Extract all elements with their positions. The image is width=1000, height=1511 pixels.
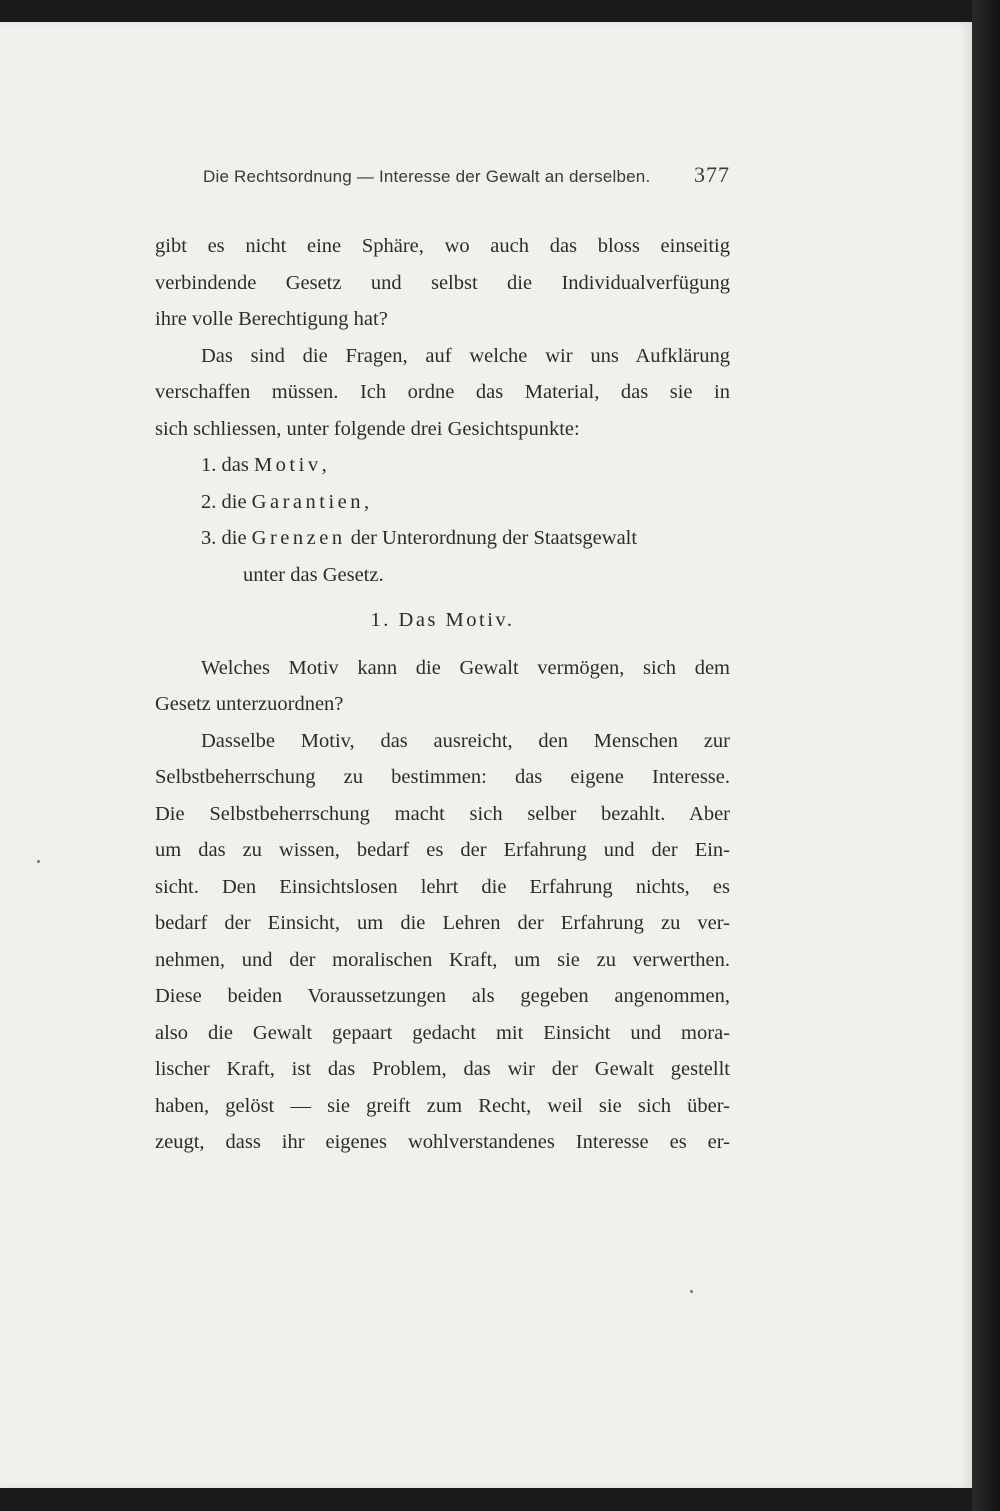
paper-speck [690,1290,693,1293]
text-line: Diese beiden Voraussetzungen als gegeben angenommen, [155,985,730,1007]
running-head: Die Rechtsordnung — Interesse der Gewalt an derselben. [203,167,651,186]
text-line: sicht. Den Einsichtslosen lehrt die Erfahrung nichts, es [155,875,730,898]
list-keyword: Garantien [251,490,364,513]
text-line: lischer Kraft, ist das Problem, das wir der Gewalt gestellt [155,1058,730,1080]
list-item [155,520,730,557]
list-keyword: Motiv [253,454,322,476]
list-item [155,447,730,484]
text-line: Die Selbstbeherrschung macht sich selber bezahlt. Aber [155,802,730,825]
paper-speck [37,860,40,863]
text-line: verschaffen müssen. Ich ordne das Material, das sie in [155,381,730,403]
list-text-pre: die [221,490,252,513]
text-line: Dasselbe Motiv, das ausreicht, den Menschen zur [201,729,730,752]
list-continuation: unter das Gesetz. [243,563,384,586]
text-line: Gesetz unterzuordnen? [155,693,344,715]
list-item [155,484,730,521]
text-line: zeugt, dass ihr eigenes wohlverstandenes Interesse es er- [155,1131,730,1153]
section-title: 1. Das Motiv. [370,609,515,631]
list-number: 3. [201,527,217,549]
list-text-post: der Unterordnung der Staatsgewalt [345,527,638,549]
text-line: Selbstbeherrschung zu bestimmen: das eigene Interesse. [155,766,730,788]
page-header [203,162,730,188]
text-line: verbindende Gesetz und selbst die Individualverfügung [155,271,730,294]
list-text-pre: das [221,454,254,476]
list-keyword: Grenzen [251,527,346,549]
text-line: sich schliessen, unter folgende drei Gesichtspunkte: [155,417,580,440]
page-number: 377 [694,162,730,187]
text-line: um das zu wissen, bedarf es der Erfahrung und der Ein- [155,839,730,861]
text-line: ihre volle Berechtigung hat? [155,308,388,330]
list-text-post: , [364,490,370,513]
text-line: also die Gewalt gepaart gedacht mit Einsicht und mora- [155,1021,730,1044]
text-line: Das sind die Fragen, auf welche wir uns Aufklärung [201,344,730,367]
text-line: gibt es nicht eine Sphäre, wo auch das bloss einseitig [155,235,730,257]
text-line: nehmen, und der moralischen Kraft, um sie zu verwerthen. [155,948,730,971]
text-line: haben, gelöst — sie greift zum Recht, weil sie sich über- [155,1094,730,1117]
body-text [155,228,730,1161]
list-text-post: , [321,454,327,476]
text-line: bedarf der Einsicht, um die Lehren der Erfahrung zu ver- [155,912,730,934]
page-edge [972,0,1000,1511]
text-line: Welches Motiv kann die Gewalt vermögen, sich dem [201,656,730,679]
list-number: 2. [201,490,217,513]
list-number: 1. [201,454,217,476]
list-text-pre: die [221,527,252,549]
